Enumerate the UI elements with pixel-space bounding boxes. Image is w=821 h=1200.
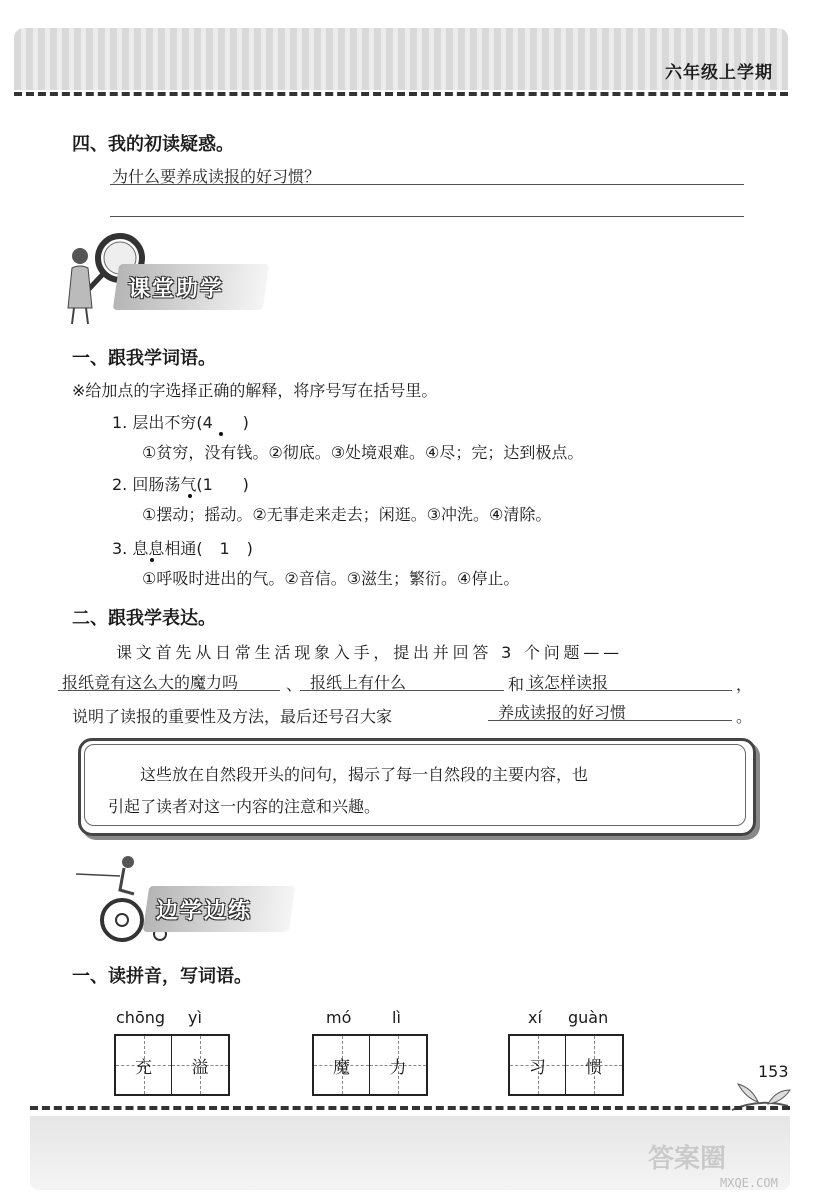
vocab-title: 一、跟我学词语。 [72,348,216,369]
written-char: 力 [389,1058,407,1078]
express-title: 二、跟我学表达。 [72,608,216,629]
written-char: 惯 [585,1058,603,1078]
grid-cell[interactable] [370,1036,426,1094]
vocab-options-3: ①呼吸时进出的气。②音信。③滋生；繁衍。④停止。 [142,569,520,588]
grid-cell[interactable] [566,1036,622,1094]
express-line-1: 课文首先从日常生活现象入手，提出并回答 3 个问题—— [116,643,623,662]
emphasis-dot-3 [150,558,154,562]
doubt-answer: 为什么要养成读报的好习惯？ [112,167,321,186]
grid-cell[interactable] [116,1036,172,1094]
vocab-question-1-close: ) [242,413,249,432]
page-number: 153 [758,1062,789,1081]
express-blank-4: 养成读报的好习惯 [498,703,627,722]
pinyin-mo: mó [326,1008,352,1027]
vocab-question-2 [112,472,249,495]
grid-cell[interactable] [314,1036,370,1094]
express-line-3: 说明了读报的重要性及方法，最后还号召大家 [72,707,393,726]
banner-classroom-help-title: 课堂助学 [128,277,225,302]
blank-line-1 [58,690,280,691]
answer-line-2 [110,216,744,217]
pinyin-li: lì [392,1008,401,1027]
vocab-question-3-close: ) [246,539,253,558]
vocab-answer-1: 4 [202,413,213,432]
emphasis-dot-1 [219,432,223,436]
emphasis-dot-2 [188,494,192,498]
pinyin-xi: xí [528,1008,542,1027]
watermark-text: 答案圈 [648,1144,727,1174]
watermark-url: MXQE.COM [720,1176,778,1190]
vocab-answer-3: 1 [219,539,230,558]
blank-line-3 [526,690,732,691]
vocab-question-1 [112,410,249,433]
vocab-options-2: ①摆动；摇动。②无事走来走去；闲逛。③冲洗。④清除。 [142,505,552,524]
header-divider [14,92,788,96]
express-blank-1: 报纸竟有这么大的魔力吗 [62,673,239,692]
vocab-question-2-close: ) [242,475,249,494]
grid-cell[interactable] [510,1036,566,1094]
written-char: 习 [529,1058,546,1078]
written-char: 魔 [333,1058,350,1078]
vocab-question-1-text: 1. 层出不穷( [112,413,203,432]
practice-title: 一、读拼音，写词语。 [72,966,252,987]
pinyin-yi: yì [188,1008,202,1027]
note-line-1: 这些放在自然段开头的问句，揭示了每一自然段的主要内容，也 [140,765,589,784]
blank-line-4 [488,720,732,721]
express-sep-1: 、 [286,675,303,694]
vocab-answer-2: 1 [202,475,213,494]
written-char: 溢 [191,1058,209,1078]
grid-cell[interactable] [172,1036,228,1094]
section-four-title: 四、我的初读疑惑。 [72,134,234,155]
express-period: 。 [736,707,753,726]
banner-learn-practice-title: 边学边练 [156,899,253,924]
vocab-question-2-text: 2. 回肠荡气( [112,475,203,494]
writing-grid-1 [114,1034,230,1096]
note-line-2: 引起了读者对这一内容的注意和兴趣。 [108,797,381,816]
blank-line-2 [300,690,504,691]
writing-grid-2 [312,1034,428,1096]
pinyin-guan: guàn [568,1008,609,1027]
express-blank-2: 报纸上有什么 [310,673,407,692]
writing-grid-3 [508,1034,624,1096]
written-char: 充 [135,1058,152,1078]
answer-line-1 [110,184,744,185]
express-and: 和 [508,675,525,694]
pinyin-chong: chōng [116,1008,166,1027]
express-blank-3: 该怎样读报 [528,673,609,692]
express-comma: ， [736,675,753,694]
footer-divider [30,1106,790,1110]
vocab-question-3-text: 3. 息息相通( [112,539,203,558]
vocab-question-3 [112,536,253,559]
grade-label: 六年级上学期 [665,63,773,83]
vocab-instruction: ※给加点的字选择正确的解释，将序号写在括号里。 [72,381,438,400]
vocab-options-1: ①贫穷，没有钱。②彻底。③处境艰难。④尽；完；达到极点。 [142,443,584,462]
